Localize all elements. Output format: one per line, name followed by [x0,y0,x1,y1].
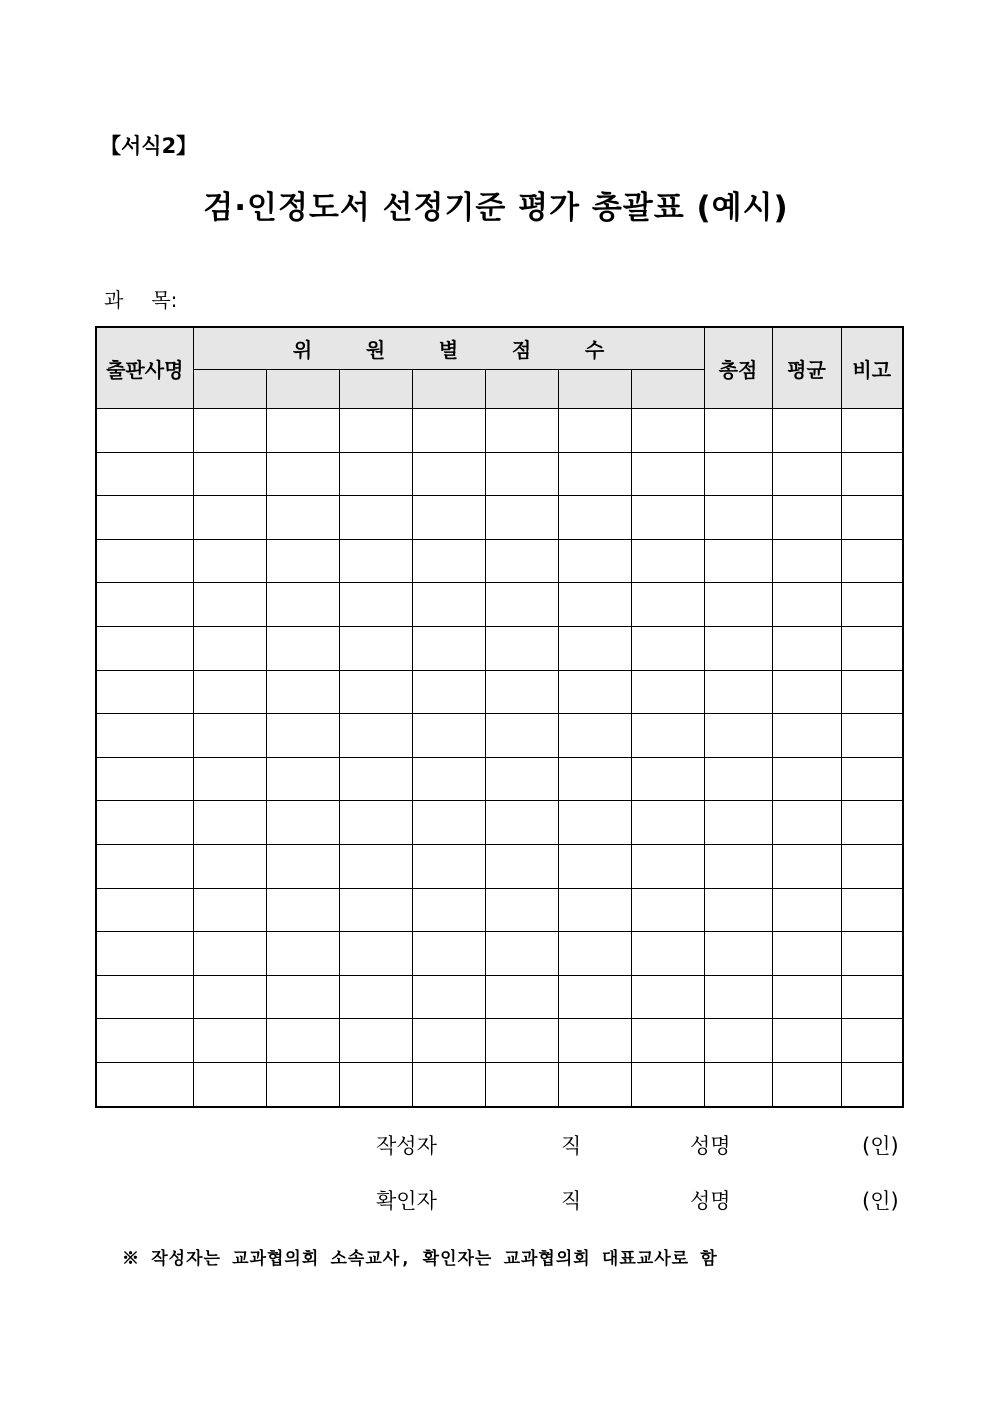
table-cell [631,1019,704,1063]
table-cell [631,757,704,801]
table-cell [339,801,412,845]
table-cell [704,626,772,670]
table-cell [704,975,772,1019]
table-cell [193,932,266,976]
table-cell [558,539,631,583]
table-cell [193,452,266,496]
score-header-char: 원 [365,338,386,362]
table-cell [412,409,485,453]
table-cell [412,452,485,496]
table-cell [485,583,558,627]
table-cell [339,409,412,453]
table-row [96,975,903,1019]
writer-position-label: 직 [561,1134,582,1158]
table-cell [485,975,558,1019]
table-cell [772,452,841,496]
table-cell [193,1062,266,1106]
table-cell [96,932,193,976]
table-cell [266,757,339,801]
table-cell [631,844,704,888]
table-cell [841,1062,903,1106]
table-cell [704,1062,772,1106]
table-cell [339,757,412,801]
table-cell [631,626,704,670]
table-cell [266,801,339,845]
table-cell [412,1019,485,1063]
table-cell [96,452,193,496]
table-cell [193,496,266,540]
table-cell [485,1019,558,1063]
table-cell [412,757,485,801]
average-header: 평균 [772,327,841,409]
table-cell [193,626,266,670]
table-cell [96,496,193,540]
table-cell [412,626,485,670]
table-cell [339,975,412,1019]
table-cell [339,1019,412,1063]
table-cell [704,714,772,758]
table-cell [339,844,412,888]
table-cell [412,975,485,1019]
table-cell [704,1019,772,1063]
table-cell [485,1062,558,1106]
score-header-char: 수 [584,338,605,362]
table-cell [193,888,266,932]
table-row [96,496,903,540]
committee-member-header-cell [485,370,558,409]
committee-member-header-cell [412,370,485,409]
table-cell [558,409,631,453]
table-cell [412,801,485,845]
table-cell [772,932,841,976]
table-cell [631,932,704,976]
table-cell [841,1019,903,1063]
table-cell [558,583,631,627]
table-cell [772,1019,841,1063]
score-header-char: 위 [292,338,313,362]
table-cell [193,801,266,845]
table-cell [96,539,193,583]
table-cell [704,452,772,496]
table-cell [772,1062,841,1106]
table-cell [266,1062,339,1106]
table-cell [704,888,772,932]
table-cell [193,583,266,627]
table-cell [558,452,631,496]
committee-score-header [193,327,704,370]
total-header: 총점 [704,327,772,409]
table-cell [266,714,339,758]
table-row [96,801,903,845]
table-cell [841,409,903,453]
table-cell [266,409,339,453]
table-cell [485,496,558,540]
confirmer-seal: (인) [862,1189,899,1213]
table-cell [193,670,266,714]
table-cell [485,844,558,888]
table-cell [412,1062,485,1106]
table-cell [631,452,704,496]
table-cell [193,975,266,1019]
table-cell [558,801,631,845]
table-cell [339,539,412,583]
table-cell [772,539,841,583]
table-cell [631,888,704,932]
table-cell [412,670,485,714]
table-cell [96,975,193,1019]
table-cell [266,583,339,627]
table-cell [772,583,841,627]
table-cell [558,844,631,888]
table-cell [339,1062,412,1106]
table-cell [772,975,841,1019]
table-cell [339,583,412,627]
committee-member-header-cell [339,370,412,409]
table-cell [339,452,412,496]
table-cell [485,757,558,801]
table-cell [841,452,903,496]
table-row [96,888,903,932]
table-cell [266,670,339,714]
table-cell [339,496,412,540]
footnote: ※ 작성자는 교과협의회 소속교사, 확인자는 교과협의회 대표교사로 함 [122,1249,718,1269]
table-cell [704,496,772,540]
table-cell [96,888,193,932]
table-row [96,932,903,976]
table-cell [96,801,193,845]
table-cell [96,1019,193,1063]
table-cell [266,932,339,976]
table-cell [412,844,485,888]
subject-label-1: 과 [104,288,124,312]
table-cell [558,626,631,670]
writer-seal: (인) [862,1134,899,1158]
table-cell [485,409,558,453]
table-cell [841,670,903,714]
table-cell [631,975,704,1019]
evaluation-summary-table [95,326,904,1108]
table-cell [704,844,772,888]
table-cell [631,1062,704,1106]
confirmer-position-label: 직 [561,1189,582,1213]
table-cell [631,714,704,758]
table-cell [841,496,903,540]
table-cell [412,888,485,932]
table-cell [266,626,339,670]
subject-line [104,284,177,313]
table-cell [96,714,193,758]
table-cell [631,496,704,540]
table-cell [772,801,841,845]
table-cell [412,932,485,976]
table-cell [339,714,412,758]
table-cell [772,714,841,758]
confirmer-role: 확인자 [376,1189,437,1213]
table-cell [96,583,193,627]
table-cell [96,409,193,453]
table-cell [485,670,558,714]
table-cell [558,757,631,801]
table-cell [339,932,412,976]
table-cell [704,757,772,801]
table-cell [412,583,485,627]
table-cell [841,844,903,888]
table-cell [704,932,772,976]
table-cell [558,714,631,758]
table-cell [339,626,412,670]
score-header-char: 별 [438,338,459,362]
table-row [96,844,903,888]
confirmer-name-label: 성명 [690,1189,731,1213]
table-cell [841,932,903,976]
committee-member-header-cell [266,370,339,409]
table-cell [558,670,631,714]
table-cell [704,409,772,453]
committee-member-header-cell [193,370,266,409]
remarks-header: 비고 [841,327,903,409]
table-row [96,583,903,627]
table-row [96,452,903,496]
table-cell [485,932,558,976]
table-cell [772,670,841,714]
form-number-label: 【서식2】 [100,134,198,158]
table-row [96,626,903,670]
table-cell [631,409,704,453]
table-cell [266,539,339,583]
table-cell [193,714,266,758]
table-cell [841,626,903,670]
table-cell [704,801,772,845]
table-cell [339,670,412,714]
table-cell [193,757,266,801]
table-cell [558,496,631,540]
table-cell [841,714,903,758]
table-cell [485,714,558,758]
table-cell [841,975,903,1019]
table-cell [558,932,631,976]
table-cell [631,801,704,845]
table-cell [772,409,841,453]
table-cell [96,626,193,670]
table-cell [841,583,903,627]
table-cell [772,757,841,801]
table-cell [96,670,193,714]
table-row [96,714,903,758]
table-cell [485,539,558,583]
subject-label-2: 목: [151,288,178,312]
table-cell [485,452,558,496]
writer-role: 작성자 [376,1134,437,1158]
table-cell [96,757,193,801]
publisher-header: 출판사명 [96,327,193,409]
table-cell [772,888,841,932]
table-cell [412,496,485,540]
table-cell [704,583,772,627]
table-cell [558,1062,631,1106]
table-cell [412,714,485,758]
table-cell [339,888,412,932]
table-cell [96,1062,193,1106]
table-cell [704,670,772,714]
table-cell [266,1019,339,1063]
table-cell [841,888,903,932]
table-cell [631,670,704,714]
table-cell [266,844,339,888]
table-cell [772,844,841,888]
table-cell [631,583,704,627]
table-cell [485,626,558,670]
table-cell [485,888,558,932]
table-cell [772,496,841,540]
table-cell [558,888,631,932]
table-cell [193,539,266,583]
writer-name-label: 성명 [690,1134,731,1158]
document-title: 검·인정도서 선정기준 평가 총괄표 (예시) [203,190,789,226]
table-row [96,1019,903,1063]
table-cell [266,496,339,540]
table-cell [841,757,903,801]
table-cell [631,539,704,583]
table-cell [193,1019,266,1063]
table-cell [96,844,193,888]
table-cell [841,801,903,845]
table-cell [266,888,339,932]
table-cell [704,539,772,583]
table-row [96,1062,903,1106]
table-row [96,757,903,801]
committee-member-header-cell [631,370,704,409]
table-row [96,409,903,453]
table-cell [772,626,841,670]
table-cell [558,975,631,1019]
score-header-char: 점 [511,338,532,362]
table-cell [412,539,485,583]
table-row [96,539,903,583]
table-cell [266,452,339,496]
table-cell [266,975,339,1019]
table-row [96,670,903,714]
committee-member-header-cell [558,370,631,409]
table-cell [485,801,558,845]
table-cell [558,1019,631,1063]
table-cell [193,409,266,453]
table-cell [193,844,266,888]
table-cell [841,539,903,583]
